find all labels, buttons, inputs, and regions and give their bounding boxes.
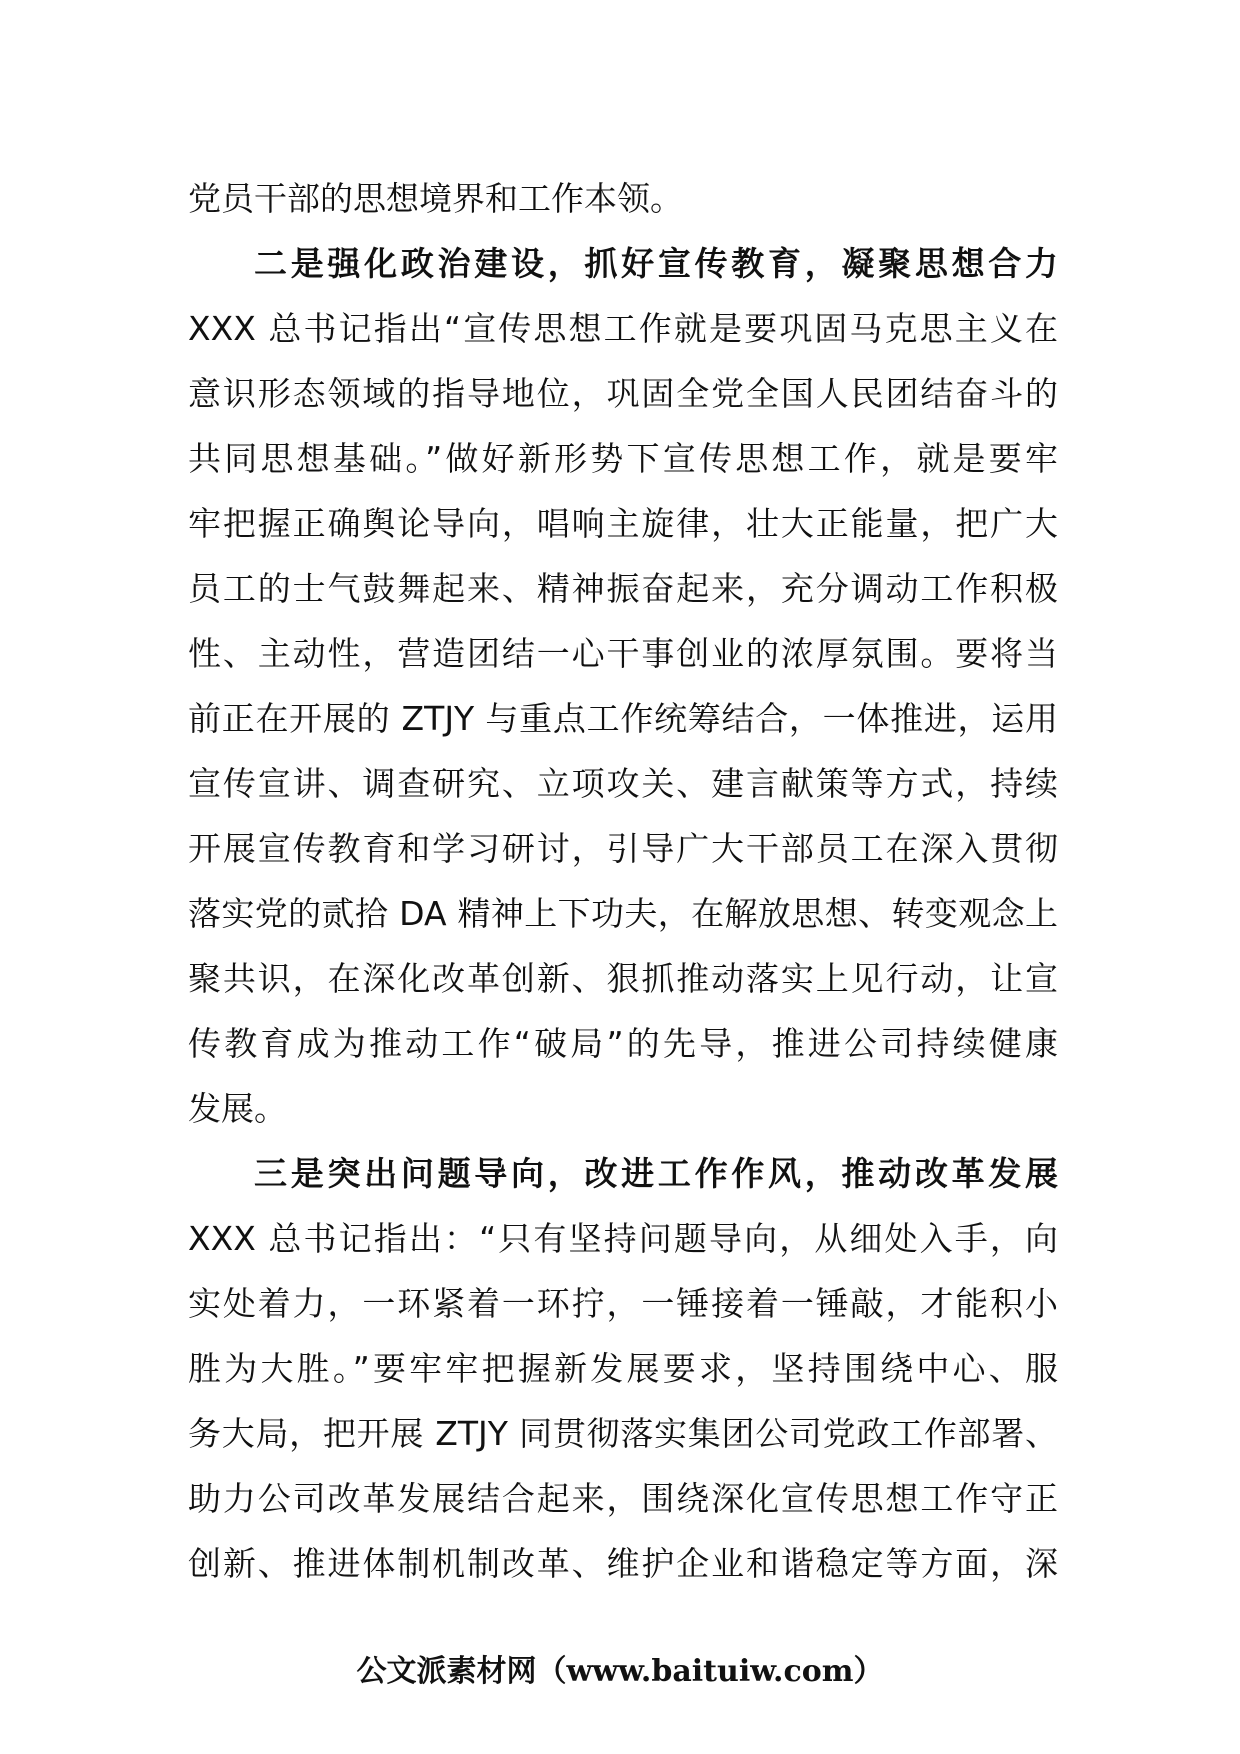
paragraph-line: 党员干部的思想境界和工作本领。 [188,179,683,218]
paragraph-line: 胜为大胜。”要牢牢把握新发展要求，坚持围绕中心、服 [188,1349,1058,1388]
paragraph-line: XXX 总书记指出“宣传思想工作就是要巩固马克思主义在 [188,309,1058,348]
paragraph-line: XXX 总书记指出：“只有坚持问题导向，从细处入手，向 [188,1219,1058,1258]
paragraph-line: 助力公司改革发展结合起来，围绕深化宣传思想工作守正 [188,1479,1058,1518]
paragraph-line: 性、主动性，营造团结一心干事创业的浓厚氛围。要将当 [188,634,1058,673]
section-heading-line: 二是强化政治建设，抓好宣传教育，凝聚思想合力 [254,244,1058,283]
paragraph-line: 共同思想基础。”做好新形势下宣传思想工作，就是要牢 [188,439,1058,478]
paragraph-line: 创新、推进体制机制改革、维护企业和谐稳定等方面，深 [188,1544,1058,1583]
paragraph-line: 落实党的贰拾 DA 精神上下功夫，在解放思想、转变观念上 [188,894,1058,933]
paragraph-line: 前正在开展的 ZTJY 与重点工作统筹结合，一体推进，运用 [188,699,1058,738]
paragraph-line: 宣传宣讲、调查研究、立项攻关、建言献策等方式，持续 [188,764,1058,803]
footer-watermark: 公文派素材网（www.baituiw.com） [356,1654,884,1689]
paragraph-line: 开展宣传教育和学习研讨，引导广大干部员工在深入贯彻 [188,829,1058,868]
section-heading-line: 三是突出问题导向，改进工作作风，推动改革发展 [254,1154,1058,1193]
paragraph-line: 务大局，把开展 ZTJY 同贯彻落实集团公司党政工作部署、 [188,1414,1058,1453]
paragraph-line: 员工的士气鼓舞起来、精神振奋起来，充分调动工作积极 [188,569,1058,608]
document-body [188,166,1058,1596]
paragraph-line: 意识形态领域的指导地位，巩固全党全国人民团结奋斗的 [188,374,1058,413]
paragraph-line: 牢把握正确舆论导向，唱响主旋律，壮大正能量，把广大 [188,504,1058,543]
paragraph-line: 聚共识，在深化改革创新、狠抓推动落实上见行动，让宣 [188,959,1058,998]
paragraph-line: 发展。 [188,1089,287,1128]
paragraph-line: 实处着力，一环紧着一环拧，一锤接着一锤敲，才能积小 [188,1284,1058,1323]
paragraph-line: 传教育成为推动工作“破局”的先导，推进公司持续健康 [188,1024,1058,1063]
